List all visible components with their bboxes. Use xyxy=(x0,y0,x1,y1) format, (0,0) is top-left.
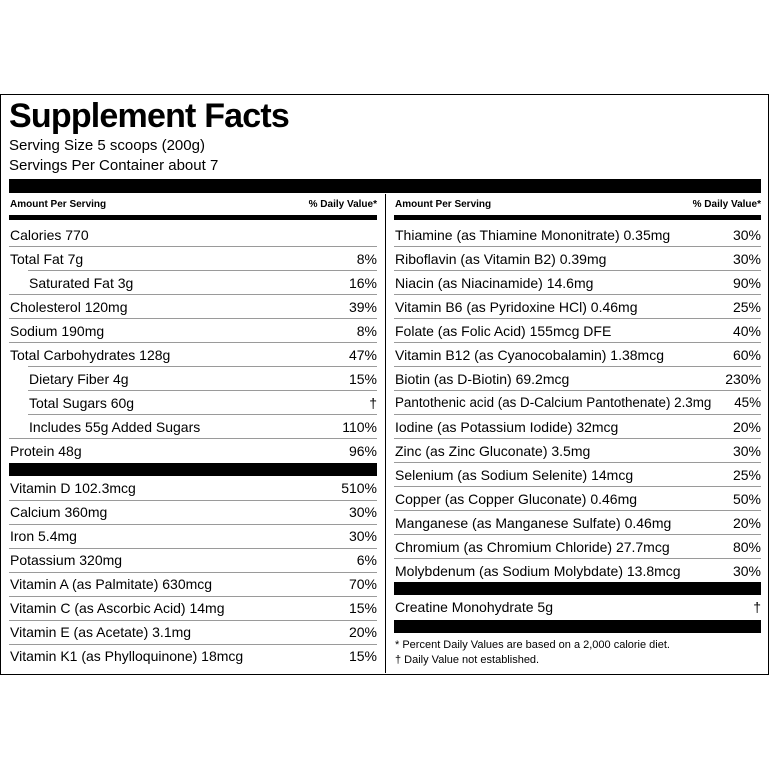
nutrient-name: Copper (as Copper Gluconate) 0.46mg xyxy=(395,491,638,507)
daily-value: 230% xyxy=(725,371,761,387)
right-footer-bar xyxy=(394,620,761,633)
nutrient-row-pantothenic-acid xyxy=(395,391,761,415)
daily-value: 16% xyxy=(348,275,377,291)
nutrient-name: Vitamin B12 (as Cyanocobalamin) 1.38mcg xyxy=(395,347,664,363)
nutrient-name: Total Carbohydrates 128g xyxy=(10,347,171,363)
daily-value: 80% xyxy=(732,539,761,555)
top-thick-bar xyxy=(9,179,761,193)
serving-size: Serving Size 5 scoops (200g) xyxy=(9,137,205,154)
left-header-bar xyxy=(9,215,377,220)
daily-value: 15% xyxy=(348,600,377,616)
daily-value: 25% xyxy=(732,467,761,483)
nutrient-name: Cholesterol 120mg xyxy=(10,299,128,315)
footnote-not-established: † Daily Value not established. xyxy=(395,654,540,666)
footnote-daily-values: * Percent Daily Values are based on a 2,000 calorie diet. xyxy=(395,639,670,651)
nutrient-name: Niacin (as Niacinamide) 14.6mg xyxy=(395,275,594,291)
nutrient-name: Folate (as Folic Acid) 155mcg DFE xyxy=(395,323,612,339)
nutrient-name: Total Sugars 60g xyxy=(29,395,135,411)
nutrient-name: Riboflavin (as Vitamin B2) 0.39mg xyxy=(395,251,607,267)
nutrient-name: Includes 55g Added Sugars xyxy=(29,419,201,435)
nutrient-row-copper xyxy=(395,487,761,511)
nutrient-name: Total Fat 7g xyxy=(10,251,84,267)
nutrient-row-total-fat xyxy=(10,247,377,271)
nutrient-row-vitamin-a xyxy=(10,572,377,596)
nutrient-name: Chromium (as Chromium Chloride) 27.7mcg xyxy=(395,539,670,555)
nutrient-row-vitamin-c xyxy=(10,596,377,620)
daily-value: 25% xyxy=(732,299,761,315)
nutrient-row-iodine xyxy=(395,415,761,439)
nutrient-name: Saturated Fat 3g xyxy=(29,275,134,291)
nutrient-row-calories xyxy=(10,223,377,247)
nutrient-row-vitamin-e xyxy=(10,620,377,644)
daily-value: 30% xyxy=(732,251,761,267)
nutrient-row-protein xyxy=(10,439,377,463)
nutrient-row-thiamine xyxy=(395,223,761,247)
amount-per-serving-label: Amount Per Serving xyxy=(10,199,107,210)
nutrient-name: Iron 5.4mg xyxy=(10,528,77,544)
nutrient-row-potassium xyxy=(10,548,377,572)
nutrient-row-vitamin-d xyxy=(10,476,377,500)
nutrient-name: Iodine (as Potassium Iodide) 32mcg xyxy=(395,419,619,435)
right-section-bar xyxy=(394,582,761,595)
daily-value: 8% xyxy=(356,251,377,267)
left-section-bar xyxy=(9,463,377,476)
daily-value: 47% xyxy=(348,347,377,363)
column-divider xyxy=(385,194,386,673)
nutrient-row-creatine xyxy=(395,595,761,619)
nutrient-row-vitamin-k1 xyxy=(10,644,377,668)
nutrient-row-niacin xyxy=(395,271,761,295)
nutrient-name: Potassium 320mg xyxy=(10,552,123,568)
daily-value: 20% xyxy=(348,624,377,640)
nutrient-name: Dietary Fiber 4g xyxy=(29,371,129,387)
daily-value: † xyxy=(753,599,761,615)
nutrient-row-total-carbohydrates xyxy=(10,343,377,367)
daily-value: 510% xyxy=(341,480,377,496)
daily-value: 30% xyxy=(732,443,761,459)
nutrient-name: Thiamine (as Thiamine Mononitrate) 0.35mg xyxy=(395,227,671,243)
daily-value: 30% xyxy=(348,504,377,520)
nutrient-name: Vitamin A (as Palmitate) 630mcg xyxy=(10,576,213,592)
daily-value: 30% xyxy=(348,528,377,544)
daily-value: 96% xyxy=(348,443,377,459)
nutrient-name: Creatine Monohydrate 5g xyxy=(395,599,553,615)
nutrient-row-selenium xyxy=(395,463,761,487)
nutrient-row-cholesterol xyxy=(10,295,377,319)
daily-value: 50% xyxy=(732,491,761,507)
nutrient-name: Vitamin K1 (as Phylloquinone) 18mcg xyxy=(10,648,244,664)
nutrient-name: Zinc (as Zinc Gluconate) 3.5mg xyxy=(395,443,591,459)
daily-value: 15% xyxy=(348,371,377,387)
daily-value: 90% xyxy=(732,275,761,291)
nutrient-row-vitamin-b12 xyxy=(395,343,761,367)
daily-value: 60% xyxy=(732,347,761,363)
nutrient-name: Protein 48g xyxy=(10,443,82,459)
nutrient-name: Manganese (as Manganese Sulfate) 0.46mg xyxy=(395,515,672,531)
daily-value: 8% xyxy=(356,323,377,339)
nutrient-name: Vitamin C (as Ascorbic Acid) 14mg xyxy=(10,600,225,616)
nutrient-row-calcium xyxy=(10,500,377,524)
nutrient-row-biotin xyxy=(395,367,761,391)
right-column-header xyxy=(395,197,761,213)
daily-value: 20% xyxy=(732,419,761,435)
daily-value: 40% xyxy=(732,323,761,339)
daily-value: 15% xyxy=(348,648,377,664)
nutrient-row-manganese xyxy=(395,511,761,535)
daily-value: † xyxy=(369,395,377,411)
nutrient-row-vitamin-b6 xyxy=(395,295,761,319)
panel-title: Supplement Facts xyxy=(9,97,290,135)
nutrient-row-chromium xyxy=(395,535,761,559)
nutrient-name: Calcium 360mg xyxy=(10,504,108,520)
daily-value: 110% xyxy=(342,419,377,435)
nutrient-name: Vitamin E (as Acetate) 3.1mg xyxy=(10,624,192,640)
servings-per-container: Servings Per Container about 7 xyxy=(9,157,219,174)
amount-per-serving-label: Amount Per Serving xyxy=(395,199,492,210)
right-header-bar xyxy=(394,215,761,220)
daily-value-label: % Daily Value* xyxy=(692,199,761,210)
nutrient-row-added-sugars xyxy=(10,415,377,439)
daily-value-label: % Daily Value* xyxy=(308,199,377,210)
nutrient-name: Vitamin B6 (as Pyridoxine HCl) 0.46mg xyxy=(395,299,638,315)
nutrient-name: Pantothenic acid (as D-Calcium Pantothenate) 2.3mg xyxy=(395,395,712,410)
nutrient-row-iron xyxy=(10,524,377,548)
nutrient-name: Biotin (as D-Biotin) 69.2mcg xyxy=(395,371,570,387)
nutrient-row-total-sugars xyxy=(10,391,377,415)
nutrient-row-zinc xyxy=(395,439,761,463)
nutrient-row-riboflavin xyxy=(395,247,761,271)
nutrient-row-molybdenum xyxy=(395,559,761,583)
nutrient-row-sodium xyxy=(10,319,377,343)
daily-value: 30% xyxy=(732,563,761,579)
daily-value: 30% xyxy=(732,227,761,243)
nutrient-row-dietary-fiber xyxy=(10,367,377,391)
daily-value: 39% xyxy=(348,299,377,315)
nutrient-name: Sodium 190mg xyxy=(10,323,105,339)
supplement-facts-panel xyxy=(0,94,769,675)
left-column-header xyxy=(10,197,377,213)
nutrient-row-folate xyxy=(395,319,761,343)
nutrient-name: Calories 770 xyxy=(10,227,89,243)
nutrient-name: Vitamin D 102.3mcg xyxy=(10,480,136,496)
daily-value: 20% xyxy=(732,515,761,531)
daily-value: 45% xyxy=(734,395,761,410)
nutrient-name: Selenium (as Sodium Selenite) 14mcg xyxy=(395,467,634,483)
nutrient-name: Molybdenum (as Sodium Molybdate) 13.8mcg xyxy=(395,563,681,579)
nutrient-row-saturated-fat xyxy=(10,271,377,295)
daily-value: 70% xyxy=(348,576,377,592)
daily-value: 6% xyxy=(356,552,377,568)
